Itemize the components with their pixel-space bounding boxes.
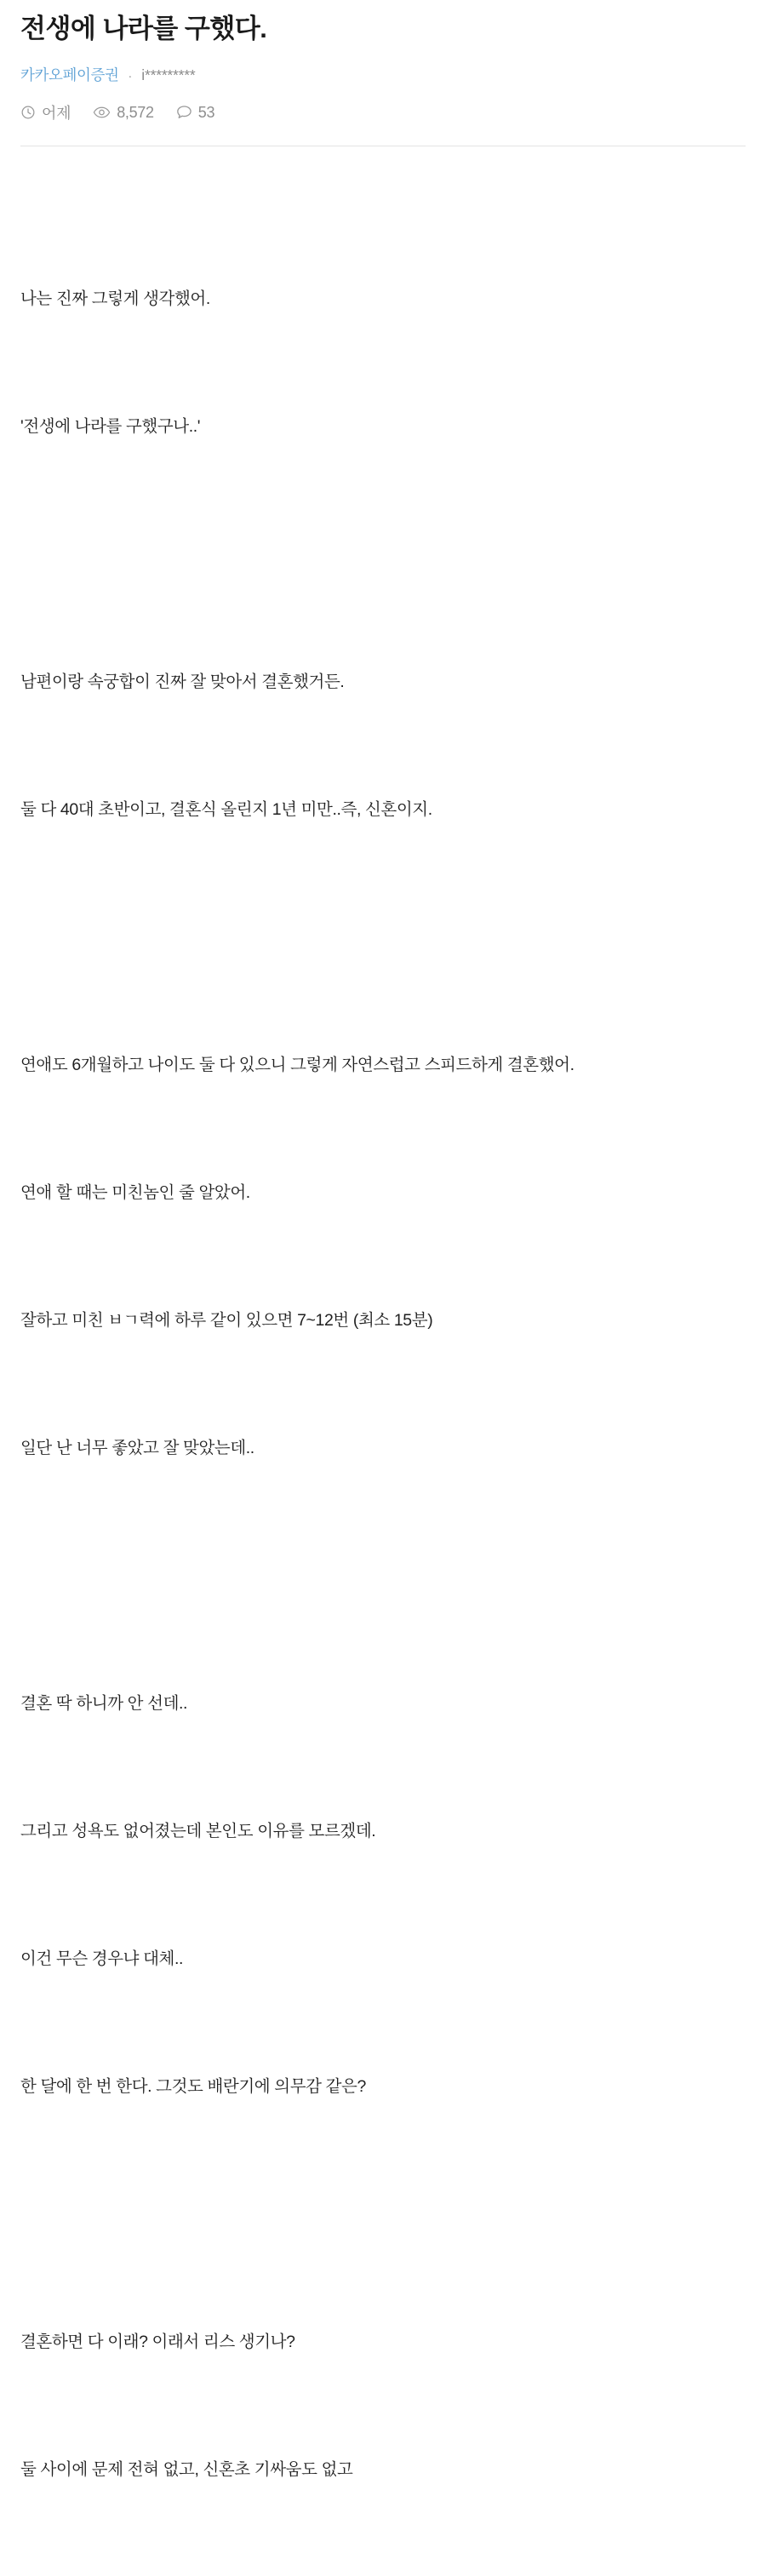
eye-icon (93, 105, 111, 120)
post-paragraph: 둘 사이에 문제 전혀 없고, 신혼초 기싸움도 없고 (20, 2460, 353, 2480)
post-paragraph: '전생에 나라를 구했구나..' (20, 417, 201, 437)
post-paragraph-spacer (20, 1554, 746, 1597)
page-title: 전생에 나라를 구했다. (20, 14, 267, 43)
meta-comments[interactable] (176, 104, 214, 122)
post-paragraph: 잘하고 미친 ㅂㄱ력에 하루 같이 있으면 7~12번 (최소 15분) (20, 1311, 433, 1331)
board-link[interactable]: 카카오페이증권 (20, 66, 119, 84)
post-body (20, 192, 746, 2576)
post-paragraph-spacer (20, 533, 746, 575)
meta-views (93, 104, 154, 122)
post-paragraph-spacer (20, 916, 746, 959)
comment-icon (176, 105, 192, 120)
post-page (0, 12, 766, 2480)
post-paragraph: 한 달에 한 번 한다. 그것도 배란기에 의무감 같은? (20, 2077, 366, 2097)
post-paragraph: 남편이랑 속궁합이 진짜 잘 맞아서 결혼했거든. (20, 673, 345, 692)
post-paragraph: 연애도 6개월하고 나이도 둘 다 있으니 그렇게 자연스럽고 스피드하게 결혼했어. (20, 1056, 574, 1075)
meta-comments-count: 53 (197, 103, 215, 121)
post-meta (20, 101, 746, 123)
meta-views-count: 8,572 (117, 103, 154, 121)
meta-time (20, 101, 71, 123)
clock-icon (20, 105, 36, 120)
byline (20, 66, 746, 84)
post-paragraph-spacer (20, 2193, 746, 2235)
meta-time-label: 어제 (42, 105, 71, 123)
post-paragraph: 일단 난 너무 좋았고 잘 맞았는데.. (20, 1439, 254, 1458)
post-paragraph: 결혼하면 다 이래? 이래서 리스 생기나? (20, 2333, 295, 2352)
post-paragraph: 나는 진짜 그렇게 생각했어. (20, 289, 210, 309)
post-paragraph: 이건 무슨 경우냐 대체.. (20, 1949, 184, 1969)
post-paragraph: 그리고 성욕도 없어졌는데 본인도 이유를 모르겠데. (20, 1822, 376, 1841)
post-paragraph: 둘 다 40대 초반이고, 결혼식 올린지 1년 미만..즉, 신혼이지. (20, 800, 432, 820)
post-paragraph: 결혼 딱 하니까 안 선데.. (20, 1694, 188, 1714)
byline-separator: · (128, 69, 133, 84)
post-paragraph: 연애 할 때는 미친놈인 줄 알았어. (20, 1183, 250, 1203)
author-name: i********* (141, 66, 196, 84)
